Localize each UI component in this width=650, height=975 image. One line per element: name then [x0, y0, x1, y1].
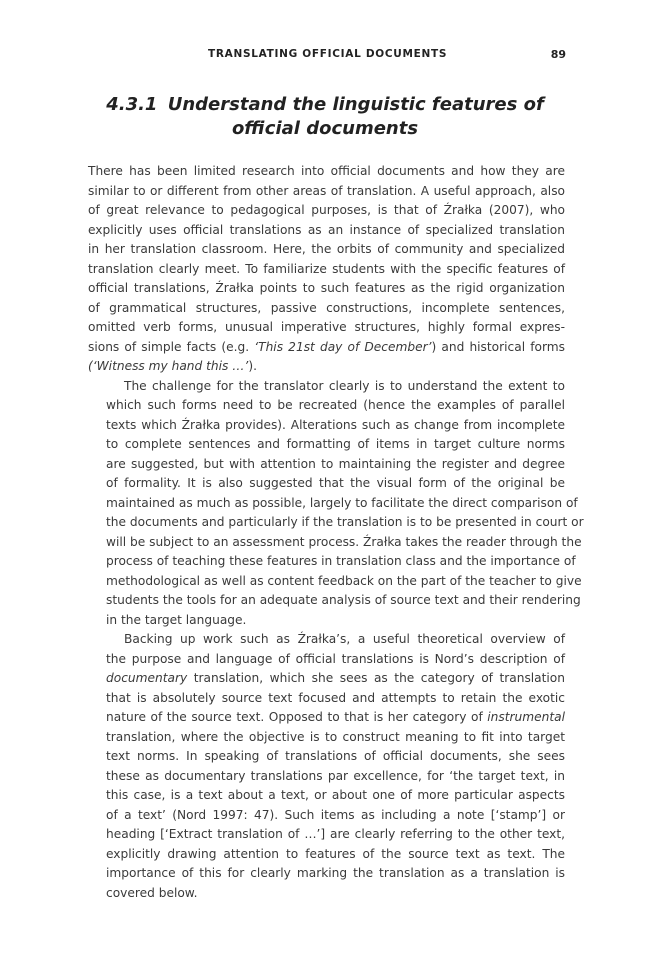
- text-segment: maintained as much as possible, largely to facilitate the direct comparison of: [106, 495, 578, 510]
- text-line: [88, 318, 565, 338]
- text-segment: explicitly uses official translations as an instance of specialized translation: [88, 222, 565, 237]
- text-line: [88, 572, 582, 592]
- text-segment: of great relevance to pedagogical purposes, is that of Źrałka (2007), who: [88, 203, 565, 217]
- text-line: [88, 591, 581, 611]
- running-head: [208, 48, 566, 64]
- text-segment: of formality. It is also suggested that the visual form of the original be: [106, 476, 565, 490]
- text-line: [88, 162, 565, 182]
- paragraph: [88, 377, 584, 631]
- text-line: [88, 416, 565, 436]
- section-number: 4.3.1: [106, 94, 158, 115]
- section-heading-line-1: [90, 93, 560, 117]
- text-segment: sions of simple facts (e.g.: [88, 339, 255, 354]
- text-segment: translation, which she sees as the category of translation: [187, 671, 565, 685]
- text-line: [88, 494, 578, 514]
- text-segment: ).: [248, 359, 257, 373]
- text-segment: the purpose and language of official translations is Nord’s description of: [106, 651, 565, 666]
- text-line: [88, 767, 565, 787]
- text-line: [88, 552, 576, 572]
- text-line: [88, 201, 565, 221]
- text-line: [88, 650, 565, 670]
- text-line: [88, 630, 565, 650]
- text-segment: to complete sentences and formatting of items in target culture norms: [106, 437, 565, 451]
- text-line: [88, 728, 565, 748]
- text-line: [88, 864, 565, 884]
- section-title-line-2: official documents: [231, 118, 419, 139]
- italic-text: instrumental: [487, 710, 565, 724]
- text-segment: The challenge for the translator clearly is to understand the extent to: [124, 378, 565, 393]
- text-line: [88, 377, 565, 397]
- text-line: [88, 357, 565, 377]
- text-line: [88, 455, 565, 475]
- text-segment: nature of the source text. Opposed to that is her category of: [106, 710, 488, 724]
- text-segment: texts which Źrałka provides). Alterations such as change from incomplete: [106, 417, 565, 432]
- text-segment: are suggested, but with attention to maintaining the register and degree: [106, 456, 565, 471]
- text-segment: covered below.: [106, 885, 198, 900]
- text-segment: in the target language.: [106, 612, 247, 627]
- running-title: TRANSLATING OFFICIAL DOCUMENTS: [208, 48, 448, 60]
- text-line: [88, 611, 565, 631]
- text-line: [88, 786, 565, 806]
- section-title-line-1: Understand the linguistic features of: [167, 94, 544, 115]
- text-segment: text norms. In speaking of translations of official documents, she sees: [106, 749, 565, 763]
- text-line: [88, 708, 565, 728]
- text-segment: of a text’ (Nord 1997: 47). Such items as including a note [‘stamp’] or: [106, 807, 565, 822]
- paragraph: [88, 630, 565, 903]
- text-segment: the documents and particularly if the translation is to be presented in court or: [106, 515, 584, 529]
- text-segment: heading [‘Extract translation of …’] are clearly referring to the other text,: [106, 827, 565, 841]
- text-line: [88, 884, 565, 904]
- text-segment: official translations, Źrałka points to such features as the rigid organization: [88, 281, 565, 295]
- page-number: 89: [550, 48, 566, 61]
- text-line: [88, 825, 565, 845]
- text-segment: process of teaching these features in translation class and the importance of: [106, 554, 576, 568]
- text-segment: will be subject to an assessment process. Źrałka takes the reader through the: [106, 534, 582, 549]
- text-segment: There has been limited research into official documents and how they are: [88, 164, 565, 178]
- text-segment: of grammatical structures, passive constructions, incomplete sentences,: [88, 300, 565, 315]
- text-segment: explicitly drawing attention to features of the source text as text. The: [106, 846, 565, 861]
- italic-text: documentary: [106, 671, 188, 685]
- text-line: [88, 513, 584, 533]
- italic-text: (‘Witness my hand this …’: [88, 359, 249, 373]
- text-segment: which such forms need to be recreated (hence the examples of parallel: [106, 398, 565, 412]
- text-line: [88, 435, 565, 455]
- text-line: [88, 747, 565, 767]
- text-line: [88, 806, 565, 826]
- text-line: [88, 338, 565, 358]
- text-segment: that is absolutely source text focused and attempts to retain the exotic: [106, 690, 565, 705]
- text-line: [88, 240, 565, 260]
- text-line: [88, 689, 565, 709]
- text-segment: translation clearly meet. To familiarize students with the specific features of: [88, 261, 565, 276]
- text-segment: Backing up work such as Źrałka’s, a useful theoretical overview of: [124, 632, 565, 646]
- text-segment: translation, where the objective is to construct meaning to fit into target: [106, 729, 565, 744]
- body-text: [88, 162, 584, 903]
- text-line: [88, 260, 565, 280]
- text-segment: importance of this for clearly marking the translation as a translation is: [106, 866, 565, 880]
- text-segment: these as documentary translations par excellence, for ‘the target text, in: [106, 768, 565, 783]
- text-segment: similar to or different from other areas of translation. A useful approach, also: [88, 183, 565, 198]
- text-line: [88, 474, 565, 494]
- text-line: [88, 182, 565, 202]
- italic-text: ‘This 21st day of December’: [254, 339, 432, 354]
- text-line: [88, 221, 565, 241]
- text-line: [88, 533, 582, 553]
- text-segment: in her translation classroom. Here, the orbits of community and specialized: [88, 242, 565, 256]
- text-line: [88, 299, 565, 319]
- text-segment: this case, is a text about a text, or about one of more particular aspects: [106, 788, 565, 802]
- text-segment: ) and historical forms: [431, 339, 565, 354]
- text-segment: omitted verb forms, unusual imperative structures, highly formal expres-: [88, 320, 565, 334]
- text-segment: methodological as well as content feedback on the part of the teacher to give: [106, 573, 582, 588]
- text-line: [88, 845, 565, 865]
- text-line: [88, 279, 565, 299]
- text-segment: students the tools for an adequate analysis of source text and their rendering: [106, 593, 581, 607]
- paragraph: [88, 162, 565, 377]
- text-line: [88, 669, 565, 689]
- text-line: [88, 396, 565, 416]
- section-heading: [90, 93, 560, 141]
